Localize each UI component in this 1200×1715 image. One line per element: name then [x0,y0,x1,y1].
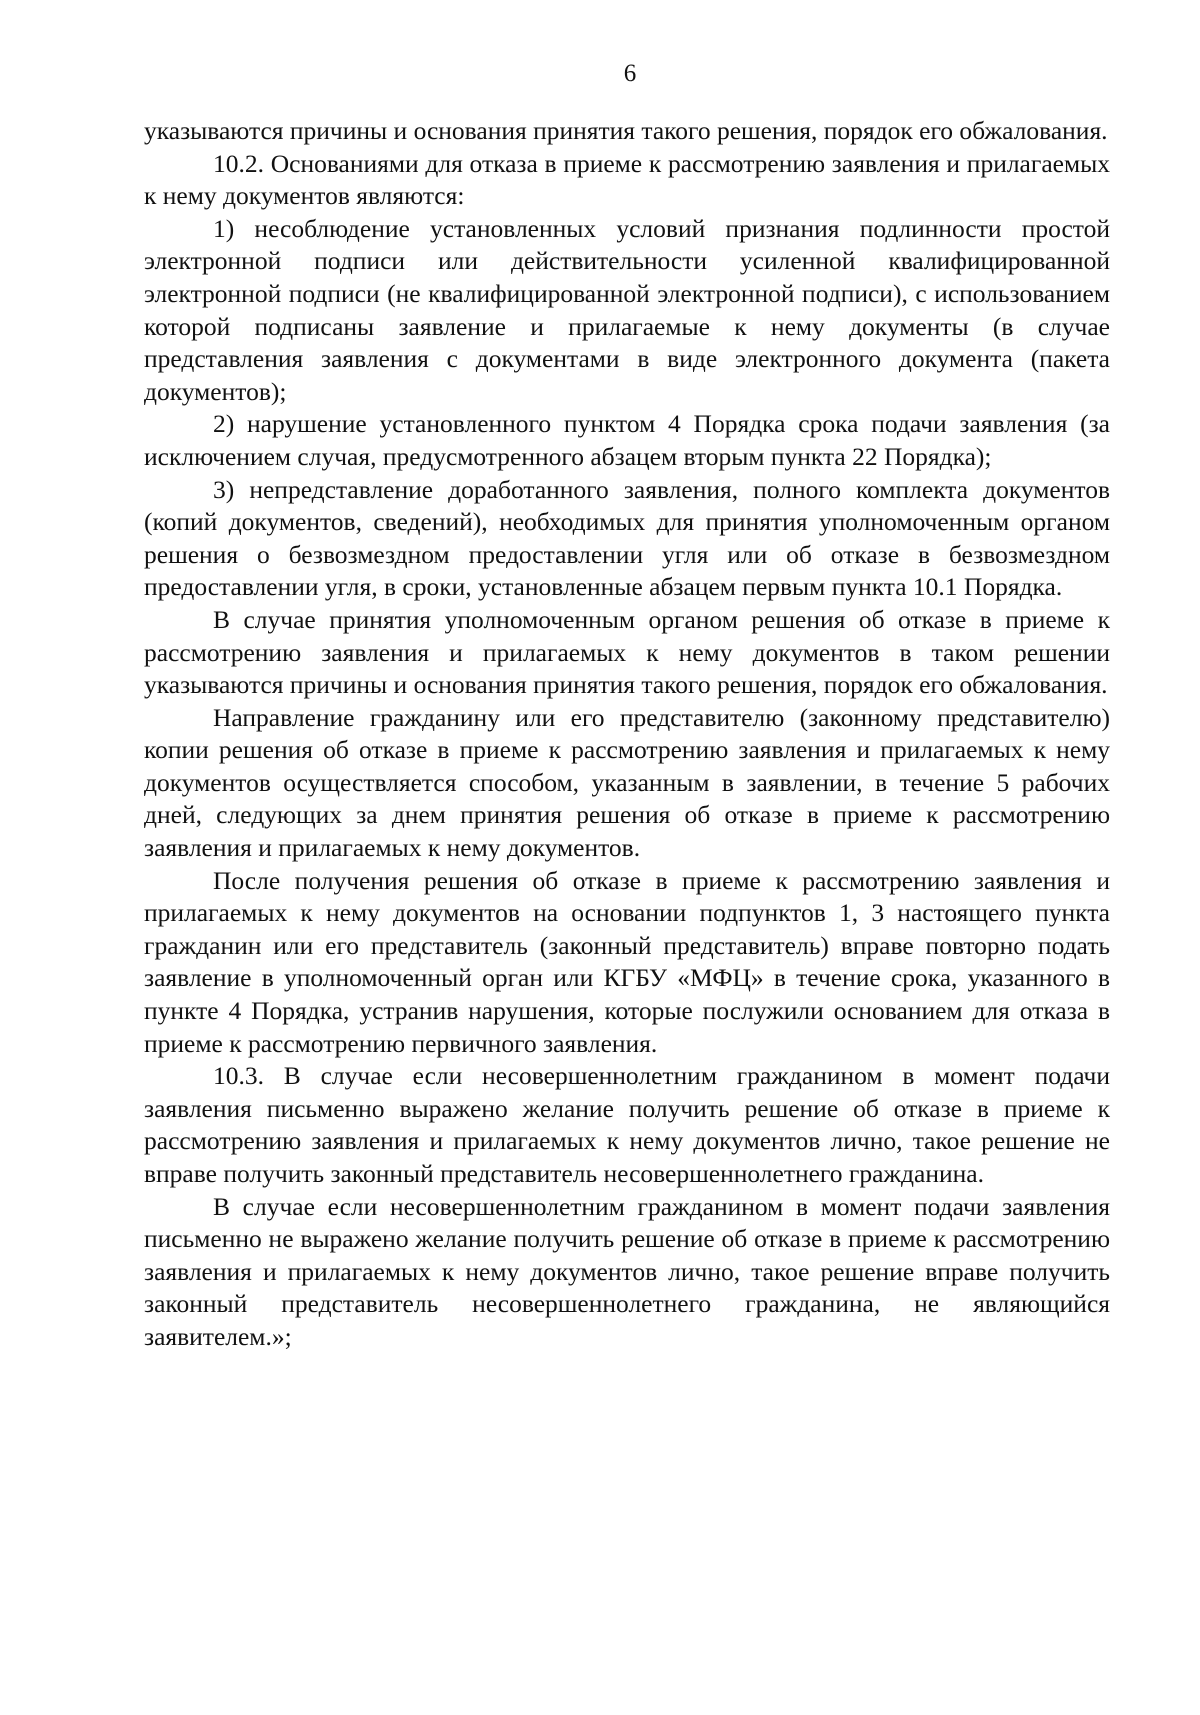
paragraph-legal-representative: В случае если несовершеннолетним гражданином в момент подачи заявления письменно не выражено желание получить решение об отказе в приеме к рассмотрению заявления и прилагаемых к нему документов лично, такое решение вправе получить законный представитель несовершеннолетнего гражданина, не являющийся заявителем.»; [144,1191,1110,1351]
document-body [144,115,1110,1354]
paragraph-decision-delivery: Направление гражданину или его представителю (законному представителю) копии решения об отказе в приеме к рассмотрению заявления и прилагаемых к нему документов осуществляется способом, указанным в заявлении, в течение 5 рабочих дней, следующих за днем принятия решения об отказе в приеме к рассмотрению заявления и прилагаемых к нему документов. [144,702,1110,863]
paragraph-resubmission: После получения решения об отказе в приеме к рассмотрению заявления и прилагаемых к нему документов на основании подпунктов 1, 3 настоящего пункта гражданин или его представитель (законный представитель) вправе повторно подать заявление в уполномоченный орган или КГБУ «МФЦ» в течение срока, указанного в пункте 4 Порядка, устранив нарушения, которые послужили основанием для отказа в приеме к рассмотрению первичного заявления. [144,865,1110,1058]
paragraph-continuation: указываются причины и основания принятия такого решения, порядок его обжалования. [144,116,1108,145]
paragraph-10-2: 10.2. Основаниями для отказа в приеме к рассмотрению заявления и прилагаемых к нему документов являются: [144,148,1110,211]
paragraph-10-3: 10.3. В случае если несовершеннолетним гражданином в момент подачи заявления письменно выражено желание получить решение об отказе в приеме к рассмотрению заявления и прилагаемых к нему документов лично, такое решение не вправе получить законный представитель несовершеннолетнего гражданина. [144,1061,1110,1188]
paragraph-refusal-decision: В случае принятия уполномоченным органом решения об отказе в приеме к рассмотрению заявления и прилагаемых к нему документов в таком решении указываются причины и основания принятия такого решения, порядок его обжалования. [144,604,1110,700]
paragraph-subitem-3: 3) непредставление доработанного заявления, полного комплекта документов (копий документов, сведений), необходимых для принятия уполномоченным органом решения о безвозмездном предоставлении угля или об отказе в безвозмездном предоставлении угля, в сроки, установленные абзацем первым пункта 10.1 Порядка. [144,474,1110,602]
paragraph-subitem-2: 2) нарушение установленного пунктом 4 Порядка срока подачи заявления (за исключением случая, предусмотренного абзацем вторым пункта 22 Порядка); [144,409,1110,471]
paragraph-subitem-1: 1) несоблюдение установленных условий признания подлинности простой электронной подписи или действительности усиленной квалифицированной электронной подписи (не квалифицированной электронной подписи), с использованием которой подписаны заявление и прилагаемые к нему документы (в случае представления заявления с документами в виде электронного документа (пакета документов); [144,213,1110,406]
page-number: 6 [623,60,637,87]
